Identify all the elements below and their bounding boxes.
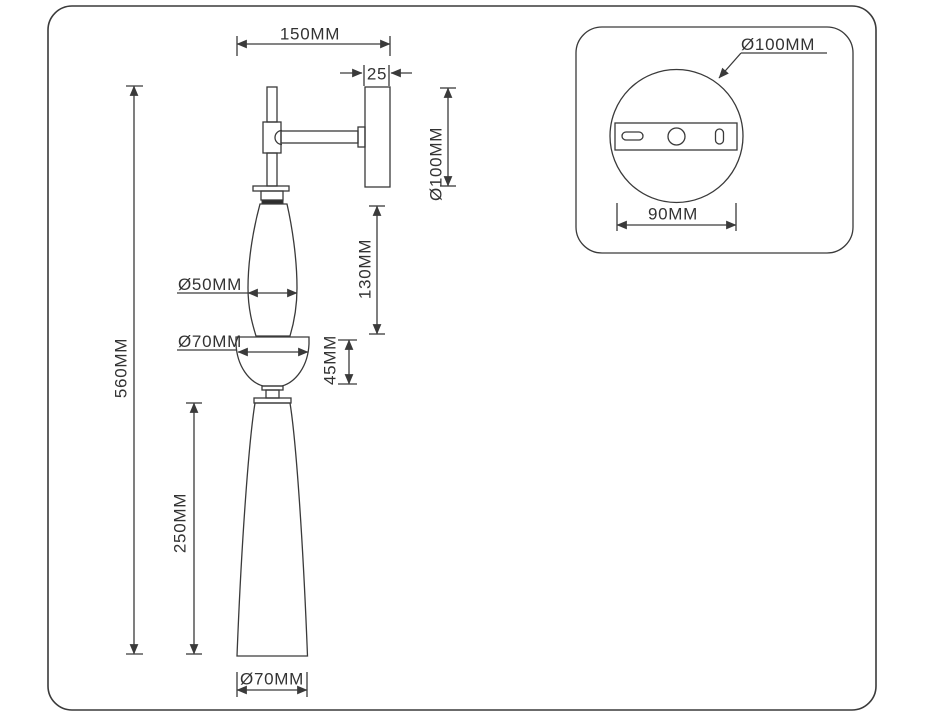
lower-cone-shade [237,403,308,656]
bracket-center-hole [668,128,685,145]
wall-plate-side [365,87,390,187]
lower-shade-flange [254,398,291,403]
dim-label-plate-diameter: Ø100MM [426,126,446,202]
arm-flange [358,127,365,147]
neck-stem [266,390,279,398]
dim-label-upper-shade-diameter: Ø50MM [178,275,242,294]
dim-label-bowl-height: 45MM [320,334,340,386]
backplate-detail-view [610,53,827,231]
bowl-shade [236,337,309,386]
dim-label-lower-shade-diameter: Ø70MM [240,669,304,689]
lamp-socket [261,191,283,200]
bracket-slot-right [716,129,724,144]
pivot-block [263,122,281,153]
upper-glass-shade [248,204,297,336]
mounting-rod-top [267,87,277,122]
dim-label-arm-projection: 150MM [279,24,341,44]
detail-label-mount-spacing: 90MM [647,204,699,224]
dimension-lines [126,36,456,697]
mounting-bracket [615,123,737,150]
dim-label-overall-height: 560MM [111,337,131,399]
outer-border [48,6,876,710]
dim-label-lower-shade-height: 250MM [170,492,190,554]
dim-label-plate-thickness: 25 [366,64,388,84]
bracket-slot-left [622,132,643,140]
lamp-side-view [236,87,390,656]
detail-label-backplate-diameter: Ø100MM [741,35,816,54]
dim-label-bowl-diameter: Ø70MM [178,332,242,351]
dim-label-upper-shade-height: 130MM [355,238,375,300]
mounting-rod-lower [267,153,277,186]
wall-arm [281,131,358,143]
washer-disc [253,186,289,191]
callout-leader [719,53,741,78]
